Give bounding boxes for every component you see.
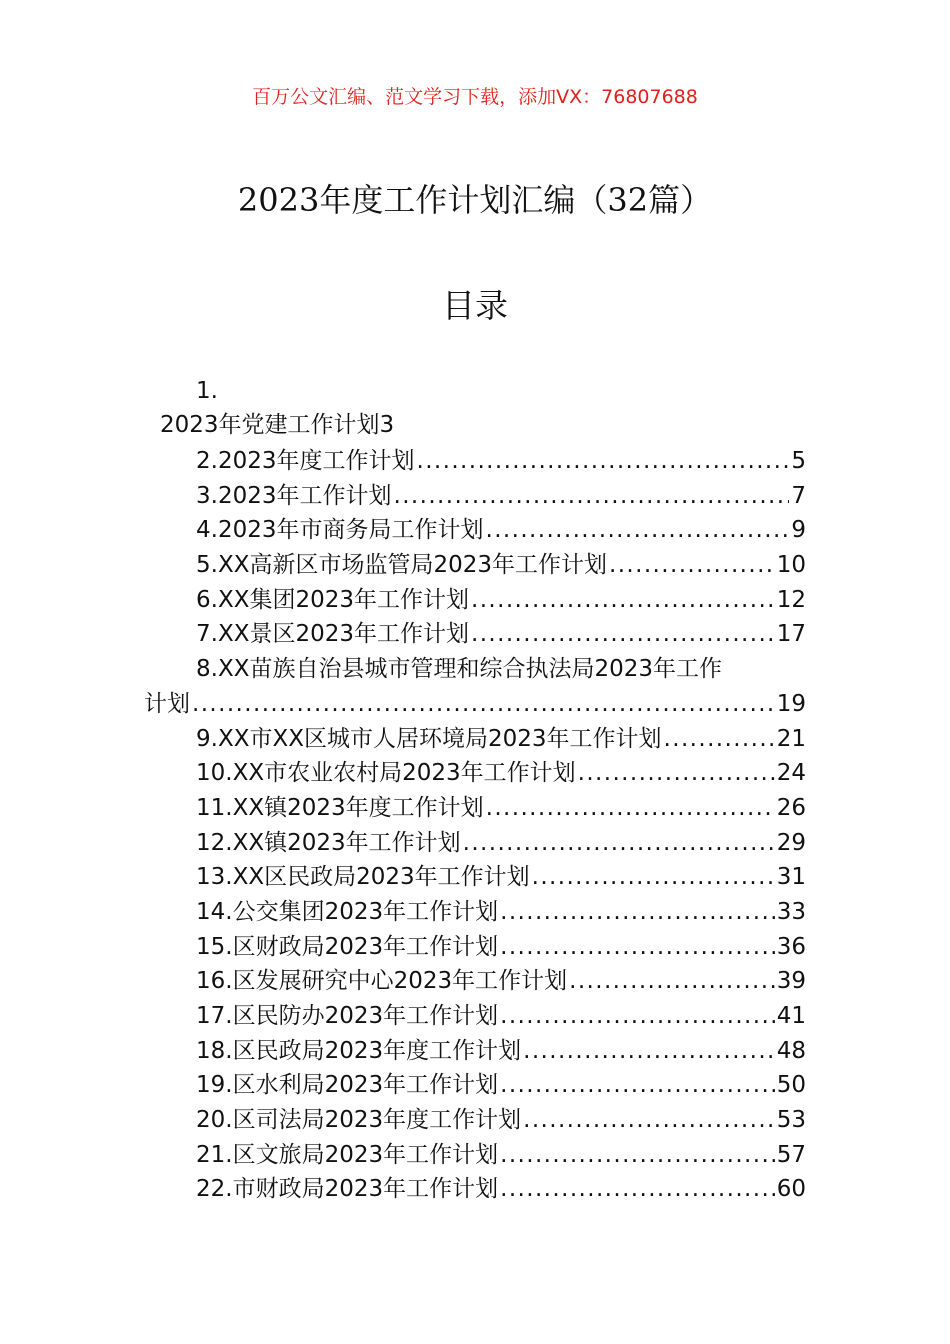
toc-entry-page: 7 — [791, 482, 806, 509]
toc-entry-title: 12.XX镇2023年工作计划 — [196, 829, 461, 856]
toc-entry-page: 24 — [776, 760, 806, 787]
toc-entry-title: 10.XX市农业农村局2023年工作计划 — [196, 760, 576, 787]
toc-entry-page: 50 — [776, 1072, 806, 1099]
toc-entry-title: 21.区文旅局2023年工作计划 — [196, 1141, 499, 1168]
toc-entry[interactable] — [196, 514, 806, 549]
toc-entry[interactable] — [196, 584, 806, 619]
toc-leader-dots — [500, 1173, 775, 1205]
toc-entry-title: 19.区水利局2023年工作计划 — [196, 1072, 499, 1099]
toc-entry[interactable] — [196, 1173, 806, 1208]
toc-first-title[interactable]: 2023年党建工作计划3 — [160, 412, 395, 438]
toc-entry[interactable] — [196, 792, 806, 827]
toc-entry[interactable] — [144, 688, 806, 723]
toc-entry-page: 60 — [776, 1176, 806, 1203]
toc-entry-title: 2.2023年度工作计划 — [196, 448, 415, 474]
toc-entry-title: 16.区发展研究中心2023年工作计划 — [196, 968, 568, 995]
toc-entry-page: 31 — [776, 864, 806, 891]
toc-entry-title: 6.XX集团2023年工作计划 — [196, 586, 469, 613]
toc-leader-dots — [609, 549, 775, 581]
toc-entry-title: 14.公交集团2023年工作计划 — [196, 898, 499, 925]
toc-entry-title: 22.市财政局2023年工作计划 — [196, 1176, 499, 1203]
toc-leader-dots — [500, 931, 775, 963]
toc-entry-title-continued: 计划 — [144, 690, 190, 717]
toc-entry[interactable] — [196, 1000, 806, 1035]
toc-leader-dots — [569, 965, 775, 997]
toc-entry-wrapped-title[interactable]: 8.XX苗族自治县城市管理和综合执法局2023年工作 — [196, 656, 722, 683]
toc-entry[interactable] — [196, 896, 806, 931]
toc-entry-page: 12 — [776, 586, 806, 613]
toc-entry[interactable] — [196, 1104, 806, 1139]
toc-leader-dots — [500, 896, 775, 928]
toc-leader-dots — [416, 445, 789, 477]
toc-entry[interactable] — [196, 1069, 806, 1104]
document-title: 2023年度工作计划汇编（32篇） — [237, 181, 713, 219]
toc-entry[interactable] — [196, 618, 806, 653]
toc-entry-title: 20.区司法局2023年度工作计划 — [196, 1107, 522, 1134]
toc-entry-page: 29 — [776, 829, 806, 856]
toc-entry[interactable] — [196, 1139, 806, 1174]
toc-entry-page: 39 — [776, 968, 806, 995]
toc-entry-page: 9 — [791, 517, 806, 544]
toc-entry-page: 17 — [776, 621, 806, 648]
toc-entry[interactable] — [196, 445, 806, 480]
toc-entry-title: 5.XX高新区市场监管局2023年工作计划 — [196, 552, 607, 579]
toc-entry-page: 36 — [776, 933, 806, 960]
toc-entry[interactable] — [196, 827, 806, 862]
toc-leader-dots — [523, 1035, 775, 1067]
promo-banner: 百万公文汇编、范文学习下载，添加VX：76807688 — [252, 86, 698, 108]
toc-leader-dots — [463, 827, 775, 859]
toc-entry-page: 5 — [791, 448, 806, 474]
toc-leader-dots — [486, 792, 775, 824]
toc-leader-dots — [471, 618, 775, 650]
toc-first-number[interactable]: 1. — [196, 378, 218, 404]
toc-entry[interactable] — [196, 861, 806, 896]
toc-entry[interactable] — [196, 965, 806, 1000]
toc-entry-page: 33 — [776, 898, 806, 925]
toc-leader-dots — [532, 861, 775, 893]
toc-leader-dots — [393, 480, 789, 512]
toc-entry-page: 41 — [776, 1003, 806, 1029]
toc-entry[interactable] — [196, 723, 806, 758]
toc-entry-title: 4.2023年市商务局工作计划 — [196, 517, 484, 544]
toc-leader-dots — [192, 688, 775, 720]
toc-entry-page: 48 — [776, 1037, 806, 1064]
toc-leader-dots — [500, 1139, 775, 1171]
toc-leader-dots — [578, 757, 775, 789]
toc-entry-page: 19 — [776, 690, 806, 717]
toc-entry[interactable] — [196, 480, 806, 515]
toc-entry[interactable] — [196, 757, 806, 792]
toc-entry[interactable] — [196, 549, 806, 584]
toc-entry-title: 18.区民政局2023年度工作计划 — [196, 1037, 522, 1064]
toc-leader-dots — [500, 1000, 775, 1032]
toc-entry-title: 11.XX镇2023年度工作计划 — [196, 794, 484, 821]
toc-leader-dots — [485, 514, 789, 546]
toc-entry-title: 17.区民防办2023年工作计划 — [196, 1003, 499, 1029]
toc-leader-dots — [664, 723, 775, 755]
toc-entry-title: 9.XX市XX区城市人居环境局2023年工作计划 — [196, 725, 662, 752]
toc-entry-title: 15.区财政局2023年工作计划 — [196, 933, 499, 960]
toc-entry-page: 10 — [776, 552, 806, 579]
toc-entry-page: 53 — [776, 1107, 806, 1134]
toc-heading: 目录 — [442, 286, 508, 325]
toc-leader-dots — [471, 584, 775, 616]
toc-entry-title: 7.XX景区2023年工作计划 — [196, 621, 469, 648]
toc-entry[interactable] — [196, 931, 806, 966]
toc-entry-title: 3.2023年工作计划 — [196, 482, 392, 509]
toc-leader-dots — [523, 1104, 775, 1136]
toc-leader-dots — [500, 1069, 775, 1101]
toc-entry-page: 57 — [776, 1141, 806, 1168]
toc-entry-title: 13.XX区民政局2023年工作计划 — [196, 864, 530, 891]
toc-entry[interactable] — [196, 1035, 806, 1070]
toc-entry-page: 26 — [776, 794, 806, 821]
toc-entry-page: 21 — [776, 725, 806, 752]
toc-list — [144, 445, 806, 1208]
